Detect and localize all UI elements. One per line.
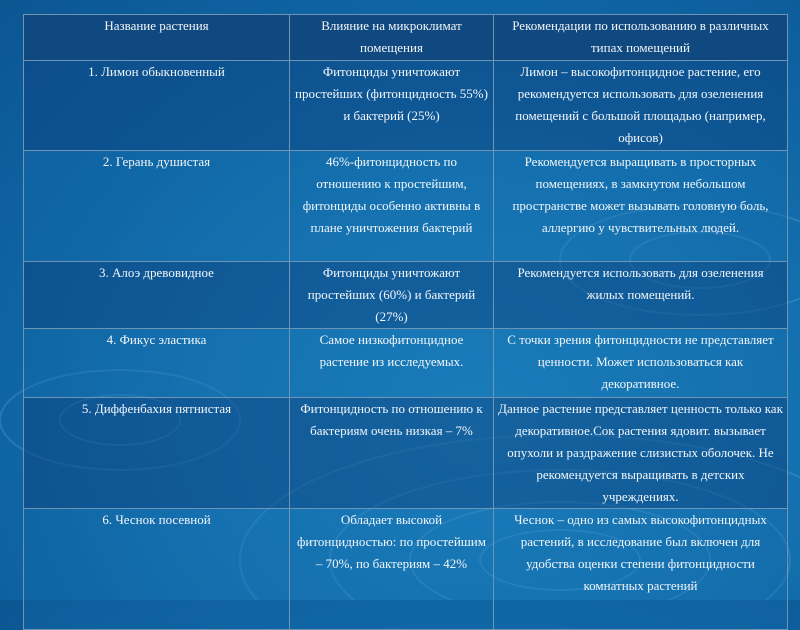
cell-influence: Фитонцидность по отношению к бактериям очень низкая – 7%	[290, 398, 494, 509]
table-row	[24, 329, 788, 398]
table-row	[24, 262, 788, 329]
header-plant-name: Название растения	[24, 15, 290, 61]
cell-plant: 2. Герань душистая	[24, 151, 290, 262]
cell-plant: 3. Алоэ древовидное	[24, 262, 290, 329]
cell-influence: 46%-фитонцидность по отношению к простейшим, фитонциды особенно активны в плане уничтожения бактерий	[290, 151, 494, 262]
cell-influence: Обладает высокой фитонцидностью: по простейшим – 70%, по бактериям – 42%	[290, 509, 494, 630]
header-recommendations: Рекомендации по использованию в различных типах помещений	[494, 15, 788, 61]
table-row	[24, 151, 788, 262]
cell-recommendation: Данное растение представляет ценность только как декоративное.Сок растения ядовит. вызывает опухоли и раздражение слизистых оболочек. Не рекомендуется выращивать в детских учреждениях.	[494, 398, 788, 509]
cell-plant: 5. Диффенбахия пятнистая	[24, 398, 290, 509]
cell-recommendation: Рекомендуется использовать для озеленения жилых помещений.	[494, 262, 788, 329]
cell-influence: Фитонциды уничтожают простейших (фитонцидность 55%) и бактерий (25%)	[290, 61, 494, 151]
cell-influence: Самое низкофитонцидное растение из исследуемых.	[290, 329, 494, 398]
cell-plant: 4. Фикус эластика	[24, 329, 290, 398]
table-row	[24, 61, 788, 151]
cell-plant: 1. Лимон обыкновенный	[24, 61, 290, 151]
table-row	[24, 509, 788, 630]
cell-recommendation: Лимон – высокофитонцидное растение, его рекомендуется использовать для озеленения помещений с большой площадью (например, офисов)	[494, 61, 788, 151]
cell-plant: 6. Чеснок посевной	[24, 509, 290, 630]
cell-recommendation: С точки зрения фитонцидности не представляет ценности. Может использоваться как декоративное.	[494, 329, 788, 398]
cell-recommendation: Рекомендуется выращивать в просторных помещениях, в замкнутом небольшом пространстве может вызывать головную боль, аллергию у чувствительных людей.	[494, 151, 788, 262]
header-microclimate-influence: Влияние на микроклимат помещения	[290, 15, 494, 61]
cell-influence: Фитонциды уничтожают простейших (60%) и бактерий (27%)	[290, 262, 494, 329]
table-header-row	[24, 15, 788, 61]
cell-recommendation: Чеснок – одно из самых высокофитонцидных растений, в исследование был включен для удобства оценки степени фитонцидности комнатных растений	[494, 509, 788, 630]
plants-table	[23, 14, 788, 630]
table-row	[24, 398, 788, 509]
